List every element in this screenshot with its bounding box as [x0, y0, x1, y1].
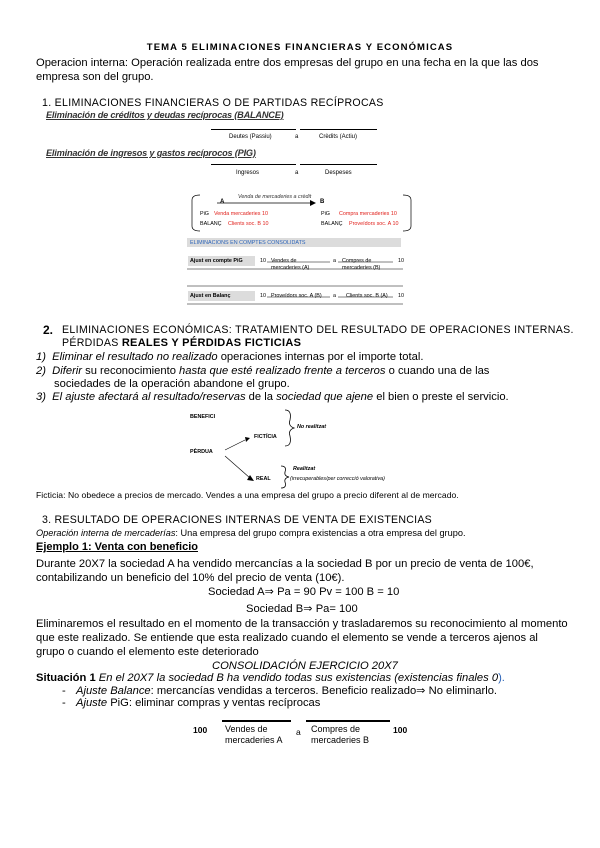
entry-num-right: 100 [393, 725, 408, 735]
row2-left: Proveïdors soc. A (B) [271, 293, 322, 299]
diagram-balanc-left: BALANÇ [200, 221, 222, 227]
row1-a: a [333, 258, 336, 264]
diagram-balanc-left-value: Clients soc. B 10 [228, 221, 269, 227]
situacion-1: Situación 1 En el 20X7 la sociedad B ha vendido todas sus existencias (existencias finales 0). [36, 672, 505, 684]
section-1-subtitle-pig: Eliminación de ingresos y gastos recíprocos (PIG) [46, 148, 256, 158]
ejemplo-p2-l2: que este realizado. Se entiende que esta realizado cuando el elemento se vende a terceros ajenos al [36, 632, 538, 644]
ingresos-label: Ingresos [236, 170, 260, 176]
ejemplo-title: Ejemplo 1: Venta con beneficio [36, 541, 198, 553]
bullet-1: - Ajuste Balance: mercancías vendidas a terceros. Beneficio realizado⇒ No eliminarlo. [62, 685, 498, 697]
diagram-pig-left-value: Venda mercaderies 10 [214, 211, 268, 217]
equation-a: Sociedad A⇒ Pa = 90 Pv = 100 B = 10 [208, 586, 400, 598]
ejemplo-p2-l3: grupo o cuando el elemento este deteriorado [36, 646, 259, 658]
ejemplo-p1-l2: contabilizando un beneficio del 10% del precio de venta (10€). [36, 572, 345, 584]
diagram-B: B [320, 199, 325, 205]
diagram-pig-left: PiG [200, 211, 209, 217]
a-label-1: a [295, 134, 299, 140]
section-3-heading: 3. RESULTADO DE OPERACIONES INTERNAS DE VENTA DE EXISTENCIAS [42, 514, 432, 526]
section-2-number: 2. [43, 323, 54, 337]
diag-benefici: BENEFICI [190, 414, 216, 420]
operacion-interna-def: Operación interna de mercaderías: Una empresa del grupo compra existencias a otra empresa del grupo. [36, 528, 466, 538]
row2-label: Ajust en Balanç [190, 293, 231, 299]
diagram-A: A [220, 199, 225, 205]
diagram-balanc-right: BALANÇ [321, 221, 343, 227]
section-1-heading: 1. ELIMINACIONES FINANCIERAS O DE PARTIDAS RECÍPROCAS [42, 97, 384, 109]
diag-realitzat: Realitzat [293, 466, 316, 472]
list-item-1: 1) Eliminar el resultado no realizado operaciones internas por el importe total. [36, 351, 424, 363]
list-item-2-line-2: sociedades de la operación abandone el grupo. [54, 378, 290, 390]
row1-label: Ajust en compte PiG [190, 258, 243, 264]
row1-right: Compres de mercaderies (B) [342, 258, 381, 271]
ficticia-note: Ficticia: No obedece a precios de mercado. Vendes a una empresa del grupo a precio diferent al de mercado. [36, 490, 459, 500]
section-1-subtitle-balance: Eliminación de créditos y deudas recíprocas (BALANCE) [46, 110, 284, 120]
row2-a: a [333, 293, 336, 299]
section-2-heading-l2b: REALES Y PÉRDIDAS FICTICIAS [121, 337, 302, 349]
intro-line-2: empresa son del grupo. [36, 71, 154, 83]
diag-no-realitzat: No realitzat [297, 424, 327, 430]
row1-num: 10 [260, 258, 266, 264]
diagram-arrow-label: Venda de mercaderies a crèdit [238, 194, 312, 200]
intro-line-1: Operacion interna: Operación realizada entre dos empresas del grupo en una fecha en la que las dos [36, 57, 539, 69]
page-title: TEMA 5 ELIMINACIONES FINANCIERAS Y ECONÓMICAS [146, 42, 454, 53]
row2-num2: 10 [398, 293, 404, 299]
equation-b: Sociedad B⇒ Pa= 100 [246, 603, 358, 615]
ejemplo-p1-l1: Durante 20X7 la sociedad A ha vendido mercancías a la sociedad B por un precio de venta de 100€, [36, 558, 534, 570]
a-label-2: a [295, 170, 299, 176]
section-2-heading-l1: ELIMINACIONES ECONÓMICAS: TRATAMIENTO DEL RESULTADO DE OPERACIONES INTERNAS. [62, 324, 574, 336]
row2-num: 10 [260, 293, 266, 299]
row1-left: Vendes de mercaderies (A) [271, 258, 310, 271]
bullet-2: - Ajuste PiG: eliminar compras y ventas recíprocas [62, 697, 321, 709]
diagram-pig-right: PiG [321, 211, 330, 217]
diagram-balanc-right-value: Proveïdors soc. A 10 [349, 221, 399, 227]
diag-realitzat-note: (irrecuperables/per correcció valorativa) [290, 476, 385, 482]
entry-right-l1: Compres de [311, 724, 361, 734]
diag-real: REAL [256, 476, 271, 482]
entry-a: a [296, 727, 301, 737]
entry-left-l2: mercaderies A [225, 735, 283, 745]
eliminations-bar-label: ELIMINACIONS EN COMPTES CONSOLIDATS [190, 240, 306, 246]
entry-right-l2: mercaderies B [311, 735, 370, 745]
despeses-label: Despeses [325, 170, 352, 176]
entry-num-left: 100 [193, 725, 208, 735]
row1-num2: 10 [398, 258, 404, 264]
deutes-label: Deutes (Passiu) [229, 134, 272, 140]
diag-perdua: PÈRDUA [190, 449, 213, 455]
credits-label: Crèdits (Actiu) [319, 134, 358, 140]
diagram-pig-right-value: Compra mercaderies 10 [339, 211, 397, 217]
diag-ficticia: FICTÍCIA [254, 434, 277, 440]
list-item-3: 3) El ajuste afectará al resultado/reservas de la sociedad que ajene el bien o preste el servicio. [36, 391, 509, 403]
consolidacion-title: CONSOLIDACIÓN EJERCICIO 20X7 [212, 660, 398, 672]
row2-right: Clients soc. B (A) [346, 293, 388, 299]
ejemplo-p2-l1: Eliminaremos el resultado en el momento de la transacción y trasladaremos su reconocimiento al momento [36, 618, 568, 630]
entry-left-l1: Vendes de [225, 724, 268, 734]
list-item-2: 2) Diferir su reconocimiento hasta que esté realizado frente a terceros o cuando una de las [36, 365, 490, 377]
section-2-heading-l2a: PÉRDIDAS [62, 337, 122, 349]
